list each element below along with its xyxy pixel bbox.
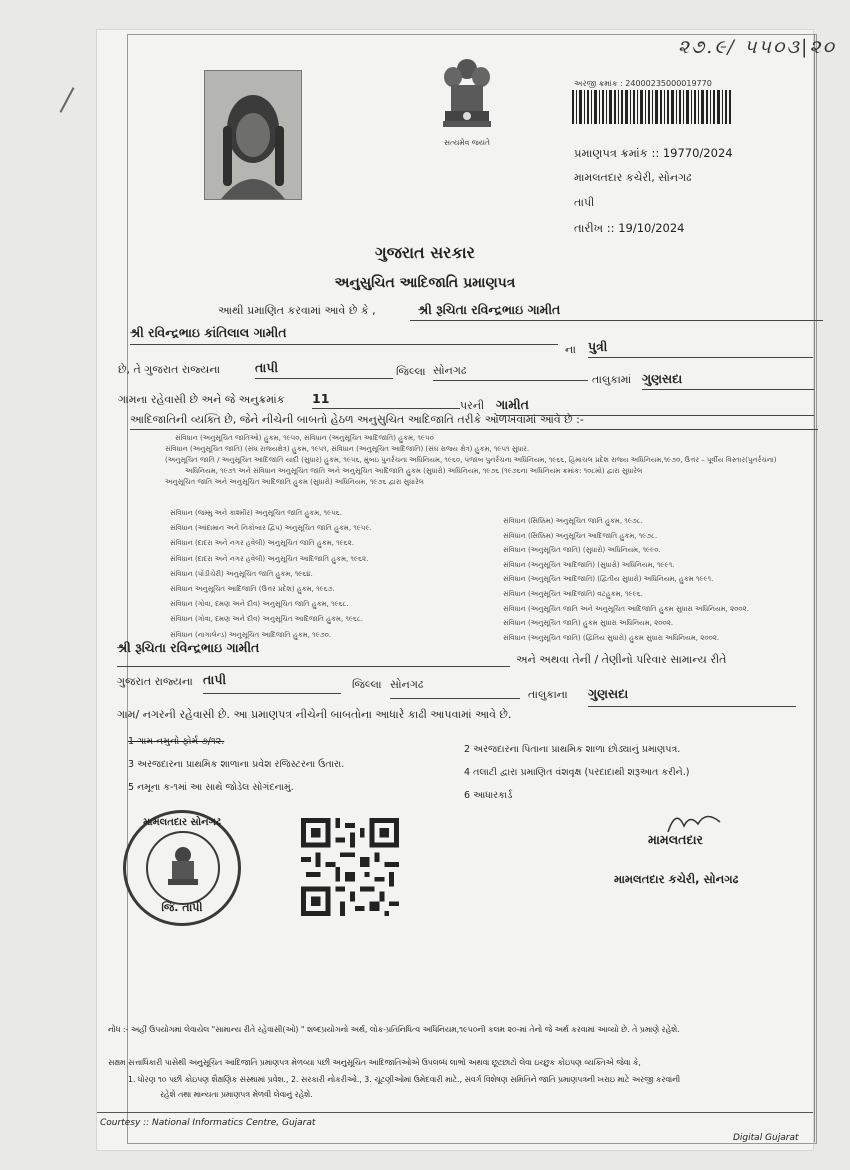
order-line: સંવિધાન (અનુસૂચિત આદિજાતિ) (સુધારો) અધિનિયમ, ૧૯૯૧.: [503, 560, 675, 569]
taluka-label-2: તાલુકાના: [528, 688, 568, 701]
district-value-2: તાપી: [203, 672, 341, 694]
district-sub-value-2: સોનગઢ: [390, 678, 520, 699]
order-line: અધિનિયમ, ૧૯૭૧ અને સંવિધાન અનુસૂચિત જાતિ અને અનુસૂચિત આદિજાતિ હુકમ (સુધારો) અધિનિયમ, ૧૯૭૬ (૧૯૭૬ના અધિનિયમ ક્રમાંક: ૧૦૮મો) દ્વારા સુધારેલ: [185, 467, 643, 475]
order-line: સંવિધાન (દાદરા અને નગર હવેલી) અનુસૂચિત જાતિ હુકમ, ૧૯૬૨.: [170, 539, 354, 548]
order-line: સંવિધાન (અનુસૂચિત જાતિ) હુકમ સુધારા અધિનિયમ, ૨૦૦૨.: [503, 619, 674, 628]
office-name: મામલતદાર કચેરી, સોનગઢ: [574, 171, 692, 184]
order-line: સંવિધાન (અનુસૂચિત જાતિ) (સંઘ રાજ્યક્ષેત્ર) હુકમ, ૧૯૫૧, સંવિધાન (અનુસૂચિત આદિજાતિ) (સંઘ રાજ્ય ક્ષેત્ર) હુકમ, ૧૯૫૧ સુધાર.: [165, 445, 530, 453]
order-line: અનુસૂચિત જાતિ અને અનુસૂચિત આદિજાતિ હુકમ (સુધારો) અધિનિયમ, ૧૯૭૬ દ્વારા સુધારેલ: [165, 478, 424, 486]
note-2: સક્ષમ સત્તાધિકારી પાસેથી અનુસૂચિત આદિજાતિ પ્રમાણપત્ર મેળવ્યા પછી અનુસૂચિત આદિજાતિઓએ ઉપલબ્ધ લાભો અથવા છૂટછાટો લેવા ઇચ્છુક કોઇપણ વ્યક્તિએ જેવા કે,: [108, 1058, 641, 1067]
document-item: 5 નમૂના ક-૧માં આ સાથે જોડેલ સોગંદનામું.: [128, 782, 294, 793]
relation-value: પુત્રી: [588, 339, 813, 358]
order-line: (અનુસૂચિત જાતિ / અનુસૂચિત આદિજાતિ યાદી (સુધાર) હુકમ, ૧૯૫૬, મુંબઇ પુનર્રચના અધિનિયમ, ૧૯૬૦, પંજાબ પુનર્રચના અધિનિયમ, ૧૯૬૬, હિમાચલ પ્રદેશ રાજ્ય અધિનિયમ,૧૯૭૦, ઉત્તર – પૂર્વીય વિસ્તાર(પુનર્રચના): [165, 456, 777, 464]
state-label-2: ગુજરાત રાજ્યના: [117, 675, 193, 688]
order-line: સંવિધાન (પોંડીચેરી) અનુસૂચિત જાતિ હુકમ, ૧૯૬૪.: [170, 569, 313, 578]
taluka-value: ગુણસદા: [642, 371, 814, 390]
tribe-value: ગામીત: [496, 397, 814, 416]
pen-mark: [60, 87, 75, 113]
document-item: 2 અરજદારના પિતાના પ્રાથમિક શાળા છોડ્યાનું પ્રમાણપત્ર.: [464, 744, 681, 755]
qr-code[interactable]: [300, 818, 400, 916]
certificate-number: પ્રમાણપત્ર ક્રમાંક :: 19770/2024: [574, 146, 733, 160]
district-sub-value: સોનગઢ: [433, 364, 588, 381]
order-line: સંવિધાન (અનુસૂચિત જાતિ અને અનુસૂચિત આદિજાતિ હુકમ સુધારા અધિનિયમ, ૨૦૦૨.: [503, 604, 749, 613]
certificate-title: અનુસુચિત આદિજાતિ પ્રમાણપત્ર: [334, 275, 516, 291]
taluka-value-2: ગુણસદા: [588, 686, 796, 707]
order-line: સંવિધાન (જમ્મુ અને કાશ્મીર) અનુસૂચિત જાતિ હુકમ, ૧૯૫૬.: [170, 509, 342, 517]
note-3: 1. ધોરણ ૧૦ પછી કોઇપણ શૈક્ષણિક સંસ્થામાં પ્રવેશ., 2. સરકારી નોકરીઓ., 3. ચૂંટણીઓમાં ઉમેદવારી માટે., સંવર્ગ વિશેષણ સમિતિને જાતિ પ્રમાણપત્રની ખરાઇ માટે અરજી કરવાની: [128, 1075, 681, 1084]
seal-emblem: [146, 831, 220, 905]
order-line: સંવિધાન (સિક્કિમ) અનુસૂચિત આદિજાતિ હુકમ, ૧૯૭૮.: [503, 531, 658, 540]
documents-left: [128, 730, 344, 799]
order-line: સંવિધાન (આંદામાન અને નિકોબાર દ્વિપ) અનુસૂચિત જાતિ હુકમ, ૧૯૫૯.: [170, 524, 372, 533]
order-line: સંવિધાન (અનુસૂચિત જાતિ) (સુધારો) અધિનિયમ, ૧૯૯૦.: [503, 546, 661, 555]
issue-date: તારીખ :: 19/10/2024: [574, 221, 685, 235]
note-4: રહેશે તથા માન્યતા પ્રમાણપત્ર મેળવી લેવાનું રહેશે.: [160, 1090, 313, 1099]
official-seal: [123, 810, 241, 926]
emblem-caption: સત્યમેવ જયતે: [444, 138, 490, 147]
orders-right: [503, 514, 808, 645]
note-1: નોંધ :- અહીં ઉપયોગમાં લેવાયેલ "સામાન્ય રીતે રહેવાસી(ઓ) " શબ્દપ્રયોગનો અર્થ, લોક-પ્રતિનિધિત્વ અધિનિયમ,૧૯૫૦ની કલમ ૨૦-માં તેનો જે અર્થ કરવામાં આવ્યો છે. તે પ્રમાણે રહેશે.: [108, 1025, 680, 1034]
footer-brand: Digital Gujarat: [733, 1133, 799, 1143]
seal-bottom-text: જિ. તાપી: [161, 901, 203, 914]
father-name: શ્રી રવિન્દ્રભાઇ કાંતિલાલ ગામીત: [130, 325, 558, 345]
district-value: તાપી: [255, 360, 393, 379]
taluka-label: તાલુકામાં: [592, 373, 632, 386]
document-item: 3 અરજદારના પ્રાથમિક શાળાના પ્રવેશ રજિસ્ટરના ઉતારા.: [128, 759, 345, 770]
signatory-title: મામલતદાર: [648, 832, 703, 847]
parni-label: પરની: [460, 399, 485, 412]
order-line: સંવિધાન (અનુસૂચિત આદિજાતિ) વટહુકમ, ૧૯૯૬.: [503, 589, 643, 598]
district-top: તાપી: [574, 196, 595, 209]
of-label: ના: [565, 343, 576, 356]
document-item: 1 ગામ નમુનો ફોર્મ ૭/૧૨.: [128, 736, 225, 747]
state-label: છે, તે ગુજરાત રાજ્યના: [118, 363, 221, 376]
applicant-name: શ્રી રૂચિતા રવિન્દ્રભાઇ ગામીત: [410, 302, 823, 321]
order-line: સંવિધાન (દાદરા અને નગર હવેલી) અનુસૂચિત આદિજાતિ હુકમ, ૧૯૬૨.: [170, 554, 369, 563]
order-line: સંવિધાન (અનુસૂચિત આદિજાતિ) (દ્વિતીય સુધારો) અધિનિયમ, હુકમ ૧૯૯૧.: [503, 575, 714, 584]
certify-label: આથી પ્રમાણિત કરવામાં આવે છે કે ,: [218, 304, 376, 317]
order-line: સંવિધાન (ગોવા, દમણ અને દીવ) અનુસૂચિત જાતિ હુકમ, ૧૯૬૮.: [170, 600, 349, 609]
government-title: ગુજરાત સરકાર: [375, 243, 475, 262]
orders-left: [170, 506, 490, 643]
documents-right: [464, 738, 689, 807]
seal-top-text: મામલતદાર સોનગઢ: [143, 817, 221, 828]
family-label: અને અથવા તેની / તેણીનો પરિવાર સામાન્ય રીતે: [516, 653, 727, 666]
signatory-office: મામલતદાર કચેરી, સોનગઢ: [614, 872, 739, 886]
residence-statement: ગામ/ નગરની રહેવાસી છે. આ પ્રમાણપત્ર નીચેની બાબતોના આધારે કાઢી આપવામાં આવે છે.: [117, 708, 512, 721]
document-item: 6 આધારકાર્ડ: [464, 790, 513, 801]
order-line: સંવિધાન (સિક્કિમ) અનુસૂચિત જાતિ હુકમ, ૧૯૭૮.: [503, 517, 643, 525]
applicant-name-2: શ્રી રૂચિતા રવિન્દ્રભાઇ ગામીત: [117, 640, 510, 667]
footer-courtesy: Courtesy :: National Informatics Centre, Gujarat: [100, 1118, 316, 1128]
order-line: સંવિધાન (નાગાલેન્ડ) અનુસૂચિત આદિજાતિ હુકમ, ૧૯૭૦.: [170, 630, 332, 639]
handwritten-reference: ૨૭.૯/ ૫૫૦૩|૨૦: [677, 36, 836, 58]
district-label: જિલ્લા: [396, 365, 426, 378]
serial-number: 11: [312, 391, 460, 409]
order-line: સંવિધાન (અનુસૂચિત જાતિઓ) હુકમ, ૧૯૫૦, સંવિધાન (અનુસૂચિત આદિજાતિ) હુકમ, ૧૯૫૦: [175, 434, 434, 442]
applicant-photo: [204, 70, 302, 200]
applicant-number: અરજી ક્રમાંક : 24000235000019770: [574, 79, 712, 88]
orders-top: [165, 433, 805, 488]
footer-divider: [97, 1112, 813, 1113]
order-line: સંવિધાન (અનુસૂચિત જાતિ) (દ્વિતિય સુધારો) હુકમ સુધારા અધિનિયમ, ૨૦૦૨.: [503, 633, 720, 642]
page-edge: [814, 34, 815, 1142]
barcode: [572, 90, 732, 124]
national-emblem: [437, 55, 497, 150]
order-line: સંવિધાન અનુસૂચિત આદિજાતિ (ઉત્તર પ્રદેશ) હુકમ, ૧૯૬૭.: [170, 585, 335, 594]
order-line: સંવિધાન (ગોવા, દમણ અને દીવ) અનુસૂચિત આદિજાતિ હુકમ, ૧૯૬૮.: [170, 615, 364, 624]
document-item: 4 તલાટી દ્વારા પ્રમાણિત વંશવૃક્ષ (પરદાદાથી શરૂઆત કરીને.): [464, 767, 690, 778]
tribe-statement: આદિજાતિની વ્યક્તિ છે, જેને નીચેની બાબતો હેઠળ અનુસુચિત આદિજાતિ તરીકે ઓળખવામાં આવે છે :-: [130, 413, 818, 430]
district-label-2: જિલ્લા: [352, 678, 382, 691]
village-label: ગામના રહેવાસી છે અને જે અનુક્રમાંક: [118, 393, 285, 406]
